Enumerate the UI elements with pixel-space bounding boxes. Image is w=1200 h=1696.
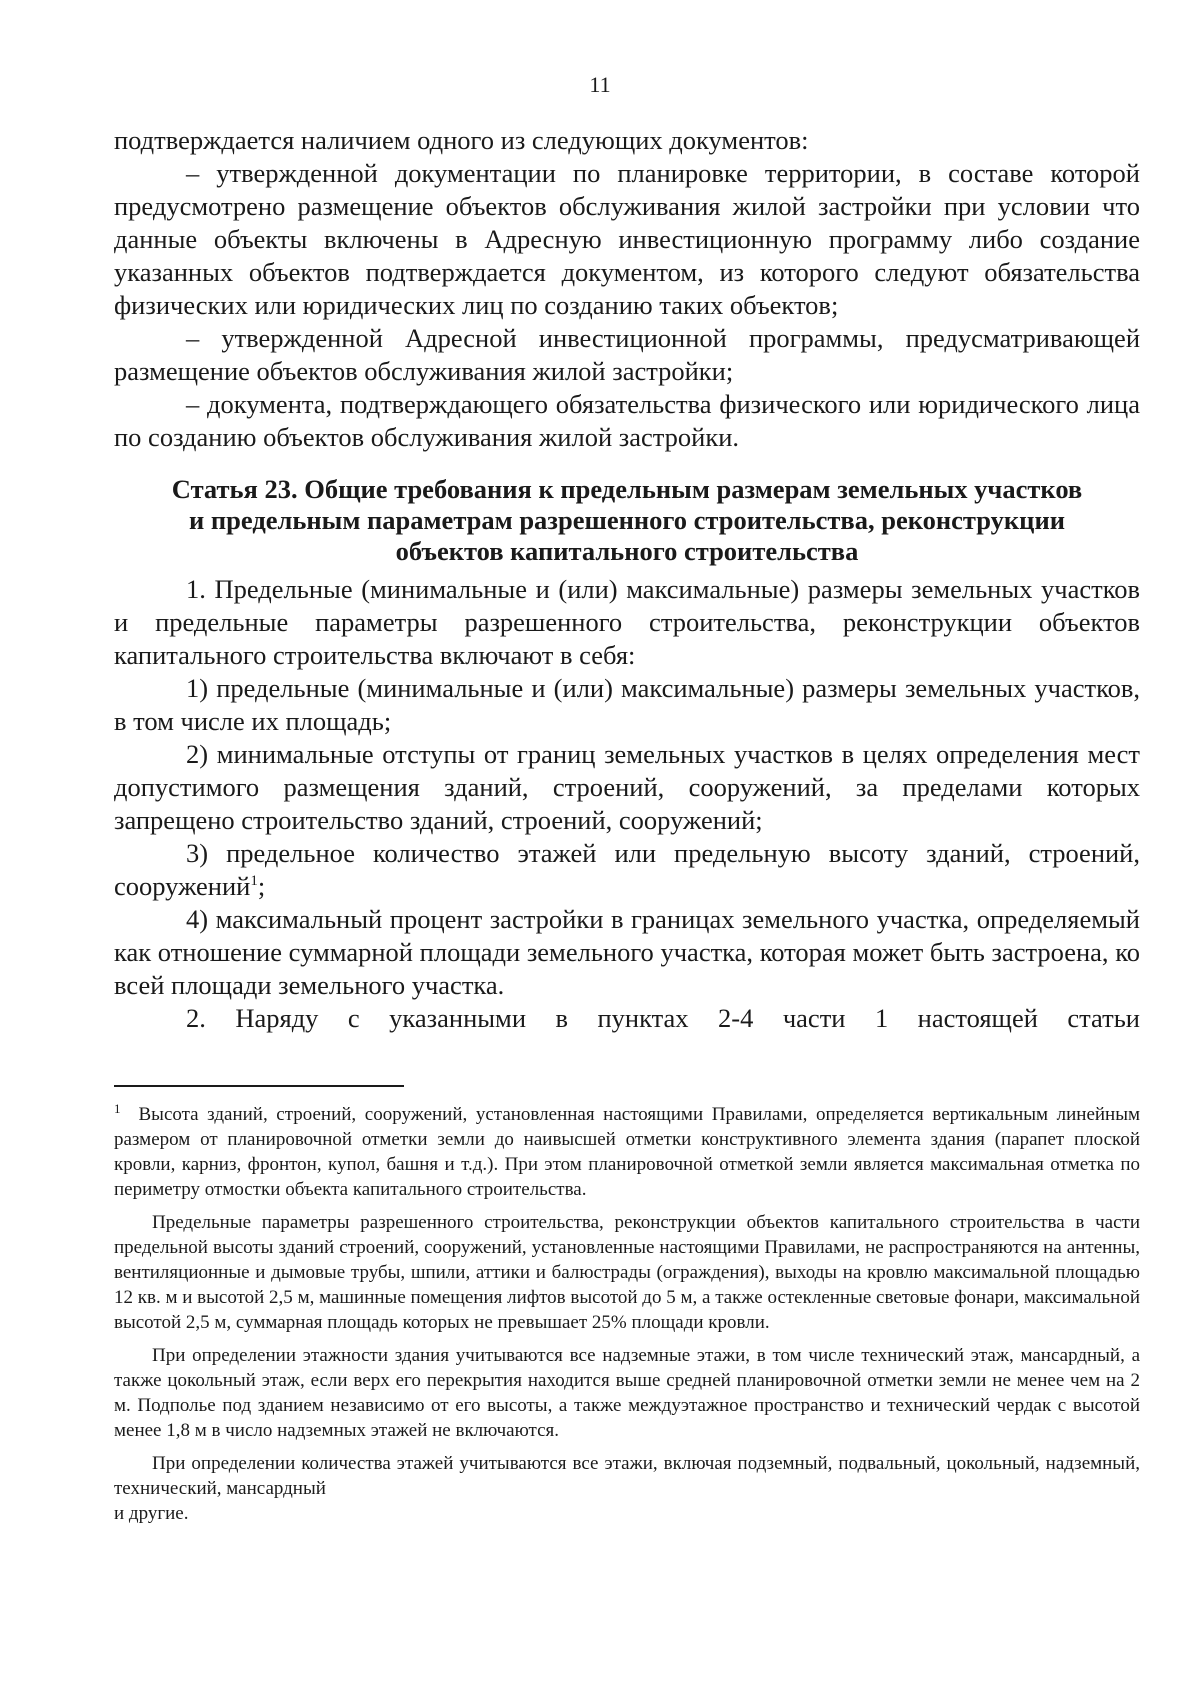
list-item-2: 2) минимальные отступы от границ земельных участков в целях определения мест допустимого размещения зданий, строений, сооружений, за пределами которых запрещено строительство зданий, строений, сооружений; (114, 739, 1140, 835)
paragraph-1: 1. Предельные (минимальные и (или) максимальные) размеры земельных участков и предельные параметры разрешенного строительства, реконструкции объектов капитального строительства включают в себя: (114, 574, 1140, 670)
bullet-item: – документа, подтверждающего обязательства физического или юридического лица по созданию объектов обслуживания жилой застройки. (114, 389, 1140, 452)
list-item-3 (114, 837, 1140, 903)
list-item-3-text: 3) предельное количество этажей или предельную высоту зданий, строений, сооружений (114, 838, 1140, 901)
footnote-paragraph (114, 1451, 1140, 1526)
list-item-1: 1) предельные (минимальные и (или) максимальные) размеры земельных участков, в том числе их площадь; (114, 673, 1140, 736)
article-heading-line: Статья 23. Общие требования к предельным размерам земельных участков (171, 474, 1083, 504)
bullet-item: – утвержденной Адресной инвестиционной программы, предусматривающей размещение объектов обслуживания жилой застройки; (114, 323, 1140, 386)
article-heading-line: и предельным параметрам разрешенного строительства, реконструкции (189, 505, 1065, 535)
footnote-mark: 1 (114, 1101, 121, 1116)
list-item-3-end: ; (257, 871, 266, 901)
article-heading (114, 474, 1140, 567)
footnotes (114, 1096, 1140, 1534)
page-number: 11 (589, 72, 611, 97)
footnote-paragraph: Предельные параметры разрешенного строительства, реконструкции объектов капитального строительства в части предельной высоты зданий строений, сооружений, установленные настоящими Правилами, не распространяются на антенны, вентиляционные и дымовые трубы, шпили, аттики и балюстрады (ограждения), выходы на кровлю максимальной площадью 12 кв. м и высотой 2,5 м, машинные помещения лифтов высотой до 5 м, а также остекленные световые фонари, максимальной высотой 2,5 м, суммарная площадь которых не превышает 25% площади кровли. (114, 1212, 1140, 1333)
footnote-paragraph: При определении этажности здания учитываются все надземные этажи, в том числе технический этаж, мансардный, а также цокольный этаж, если верх его перекрытия находится выше средней планировочной отметки земли не менее чем на 2 м. Подполье под зданием независимо от его высоты, а также междуэтажное пространство и технический чердак с высотой менее 1,8 м в число надземных этажей не включаются. (114, 1345, 1140, 1441)
footnote-4-line-1: При определении количества этажей учитываются все этажи, включая подземный, подвальный, цокольный, надземный, технический, мансардный (114, 1453, 1140, 1499)
footnote-reference[interactable]: 1 (250, 873, 258, 889)
footnote-1 (114, 1096, 1140, 1202)
bullet-item: – утвержденной документации по планировке территории, в составе которой предусмотрено размещение объектов обслуживания жилой застройки при условии что данные объекты включены в Адресную инвестиционную программу либо создание указанных объектов подтверждается документом, из которого следуют обязательства физических или юридических лиц по созданию таких объектов; (114, 158, 1140, 320)
intro-paragraph: подтверждается наличием одного из следующих документов: (114, 125, 809, 155)
main-text (114, 124, 1140, 1035)
footnote-1-text: Высота зданий, строений, сооружений, установленная настоящими Правилами, определяется вертикальным линейным размером от планировочной отметки земли до наивысшей отметки конструктивного элемента здания (парапет плоской кровли, карниз, фронтон, купол, башня и т.д.). При этом планировочной отметкой земли является максимальная отметка по периметру отмостки объекта капитального строительства. (114, 1104, 1140, 1200)
article-heading-line: объектов капитального строительства (395, 536, 859, 566)
footnote-separator (114, 1085, 404, 1087)
list-item-4: 4) максимальный процент застройки в границах земельного участка, определяемый как отношение суммарной площади земельного участка, которая может быть застроена, ко всей площади земельного участка. (114, 904, 1140, 1000)
footnote-4-line-2: и другие. (114, 1503, 189, 1524)
paragraph-2: 2. Наряду с указанными в пунктах 2-4 части 1 настоящей статьи (186, 1003, 1140, 1033)
